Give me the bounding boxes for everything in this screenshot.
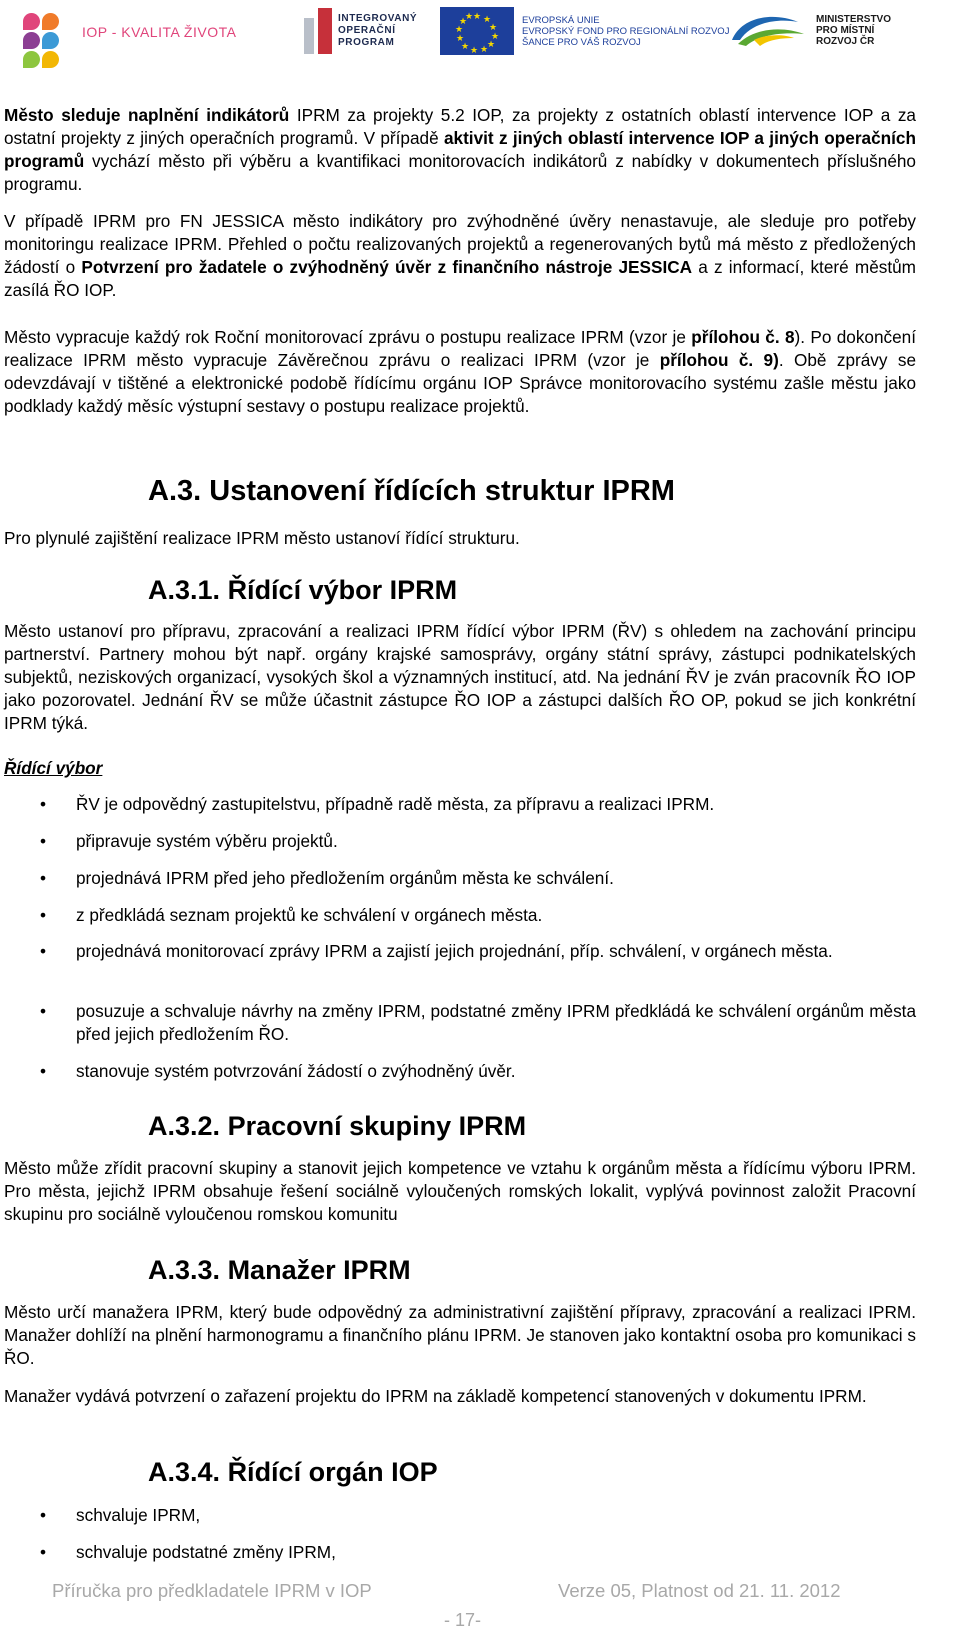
list-item — [4, 904, 916, 927]
heading-a33-number: A.3.3. — [148, 1255, 221, 1285]
p3-bold-d: přílohou č. 9) — [659, 350, 779, 370]
paragraph-committee — [4, 620, 916, 735]
p3-text-a: Město vypracuje každý rok Roční monitorovací zprávu o postupu realizace IPRM (vzor je — [4, 327, 692, 347]
heading-a32-number: A.3.2. — [148, 1111, 221, 1141]
paragraph-indicators — [4, 104, 916, 196]
heading-a3-title: Ustanovení řídících struktur IPRM — [209, 475, 675, 507]
heading-a33-title: Manažer IPRM — [227, 1255, 411, 1285]
p7-text: Město určí manažera IPRM, který bude odpovědný za administrativní zajištění přípravy, zpracování a realizaci IPRM. Manažer dohlíží na plnění harmonogramu a finančního plánu IPRM. Je stanoven jako kontaktní osoba pro komunikaci s ŘO. — [4, 1302, 916, 1368]
p3-text-e: . Obě zprávy se odevzdávají v tištěné a elektronické podobě řídícímu orgánu IOP Správce monitorovacího systému zašle městu jako podklady každý měsíc výstupní sestavy o postupu realizace projektů. — [4, 350, 917, 416]
iop-item-1: schvaluje IPRM, — [76, 1505, 201, 1525]
p4-text: Pro plynulé zajištění realizace IPRM město ustanoví řídící strukturu. — [4, 528, 520, 548]
committee-item-4: z předkládá seznam projektů ke schválení v orgánech města. — [76, 905, 543, 925]
bullet-icon: • — [40, 1505, 47, 1525]
p1-bold-c: aktivit z jiných oblastí intervence IOP a jiných operačních programů — [4, 128, 916, 171]
committee-item-1: ŘV je odpovědný zastupitelstvu, případně radě města, za přípravu a realizaci IPRM. — [76, 794, 715, 814]
iop-logo-text: IOP - KVALITA ŽIVOTA — [82, 24, 237, 40]
heading-a3-number: A.3. — [148, 475, 202, 507]
bullet-icon: • — [40, 941, 47, 961]
committee-item-7: stanovuje systém potvrzování žádostí o zvýhodněný úvěr. — [76, 1061, 516, 1081]
committee-label: Řídící výbor — [4, 758, 103, 778]
p6-text: Město může zřídit pracovní skupiny a stanovit jejich kompetence ve vztahu k orgánům města a řídícímu výboru IPRM. Pro města, jejichž IPRM obsahuje řešení sociálně vyloučených romských lokalit, vyplývá povinnost založit Pracovní skupinu pro sociálně vyloučenou romskou komunitu — [4, 1158, 916, 1224]
page-number: - 17- — [444, 1610, 482, 1630]
iop-logo — [22, 12, 236, 52]
iop-program-icon — [318, 8, 332, 54]
mmr-logo — [728, 10, 891, 50]
list-item — [4, 793, 916, 816]
list-item — [4, 1541, 916, 1564]
heading-a32-title: Pracovní skupiny IPRM — [227, 1111, 527, 1141]
paragraph-jessica — [4, 210, 916, 302]
iop-logo-icon — [22, 12, 74, 52]
heading-a33 — [148, 1254, 411, 1286]
p2-text-c: a z informací, které městům zasílá ŘO IOP. — [4, 257, 916, 300]
heading-a31 — [148, 574, 457, 606]
eu-line-1: EVROPSKÁ UNIE — [522, 14, 600, 26]
op-line-2: OPERAČNÍ — [338, 25, 396, 36]
committee-item-3: projednává IPRM před jeho předložením orgánům města ke schválení. — [76, 868, 614, 888]
paragraph-working-groups — [4, 1157, 916, 1226]
eu-flag-icon: ★ ★ ★ ★ ★ ★ ★ ★ ★ ★ ★ ★ — [440, 7, 514, 55]
p1-bold-a: Město sleduje naplnění indikátorů — [4, 105, 290, 125]
heading-a32 — [148, 1110, 526, 1142]
bullet-icon: • — [40, 905, 47, 925]
bullet-icon: • — [40, 1001, 47, 1021]
committee-item-6: posuzuje a schvaluje návrhy na změny IPRM, podstatné změny IPRM předkládá ke schválení orgánům města před jejich předložením ŘO. — [76, 1001, 916, 1044]
list-item — [4, 1060, 916, 1083]
p5-text: Město ustanoví pro přípravu, zpracování a realizaci IPRM řídící výbor IPRM (ŘV) s ohledem na zachování principu partnerství. Partnery mohou být např. orgány krajské samosprávy, orgány státní správy, zástupci podnikatelských subjektů, neziskových organizací, vysokých škol a významných institucí, atd. Na jednání ŘV je zván pracovník ŘO IOP jako pozorovatel. Jednání ŘV se může účastnit zástupce ŘO IOP a zástupci dalších ŘO OP, pokud se jich konkrétní IPRM týká. — [4, 621, 916, 733]
heading-a34-number: A.3.4. — [148, 1457, 221, 1487]
op-line-3: PROGRAM — [338, 37, 395, 48]
mmr-line-1: MINISTERSTVO — [816, 13, 892, 25]
p3-text-c: ). Po dokončení realizace IPRM město vypracuje Závěrečnou zprávu o realizaci IPRM (vzor je — [4, 327, 917, 370]
eu-line-3: ŠANCE PRO VÁŠ ROZVOJ — [522, 36, 641, 48]
iop-item-2: schvaluje podstatné změny IPRM, — [76, 1542, 336, 1562]
heading-a31-number: A.3.1. — [148, 575, 221, 605]
iop-program-logo — [318, 8, 417, 54]
list-item — [4, 867, 916, 890]
eu-logo — [440, 7, 729, 55]
heading-a3 — [148, 474, 675, 508]
bullet-icon: • — [40, 831, 47, 851]
list-item — [4, 830, 916, 853]
mmr-line-2: PRO MÍSTNÍ — [816, 24, 875, 36]
p8-text: Manažer vydává potvrzení o zařazení projektu do IPRM na základě kompetencí stanovených v dokumentu IPRM. — [4, 1386, 867, 1406]
committee-item-2: připravuje systém výběru projektů. — [76, 831, 338, 851]
list-item — [4, 1504, 916, 1527]
paragraph-reports — [4, 326, 916, 418]
p2-bold-b: Potvrzení pro žadatele o zvýhodněný úvěr z finančního nástroje JESSICA — [81, 257, 693, 277]
mmr-line-3: ROZVOJ ČR — [816, 35, 875, 47]
paragraph-manager — [4, 1301, 916, 1370]
bullet-icon: • — [40, 1542, 47, 1562]
heading-a31-title: Řídící výbor IPRM — [227, 575, 458, 605]
bullet-icon: • — [40, 794, 47, 814]
header-logos — [0, 0, 960, 62]
list-item — [4, 1000, 916, 1046]
mmr-logo-icon — [728, 10, 808, 50]
p3-bold-b: přílohou č. 8 — [691, 327, 795, 347]
heading-a34-title: Řídící orgán IOP — [227, 1457, 438, 1487]
p2-text-a: V případě IPRM pro FN JESSICA město indikátory pro zvýhodněné úvěry nenastavuje, ale sleduje pro potřeby monitoringu realizace IPRM. Přehled o počtu realizovaných projektů a regenerovaných bytů má město z předložených žádostí o — [4, 211, 916, 277]
op-line-1: INTEGROVANÝ — [338, 13, 418, 24]
bullet-icon: • — [40, 1061, 47, 1081]
paragraph-manager-confirmation — [4, 1385, 916, 1408]
committee-item-5: projednává monitorovací zprávy IPRM a zajistí jejich projednání, příp. schválení, v orgánech města. — [76, 941, 833, 961]
heading-a34 — [148, 1456, 438, 1488]
footer-title: Příručka pro předkladatele IPRM v IOP — [52, 1580, 372, 1601]
list-item — [4, 940, 916, 963]
eu-line-2: EVROPSKÝ FOND PRO REGIONÁLNÍ ROZVOJ — [522, 25, 730, 37]
paragraph-structure — [4, 527, 916, 550]
footer-version: Verze 05, Platnost od 21. 11. 2012 — [558, 1580, 841, 1601]
p1-text-b: IPRM za projekty 5.2 IOP, za projekty z ostatních oblastí intervence IOP a za ostatní projekty z jiných operačních programů. V případě — [4, 105, 916, 148]
p1-text-d: vychází město při výběru a kvantifikaci monitorovacích indikátorů z nabídky v dokumentech příslušného programu. — [4, 151, 916, 194]
bullet-icon: • — [40, 868, 47, 888]
